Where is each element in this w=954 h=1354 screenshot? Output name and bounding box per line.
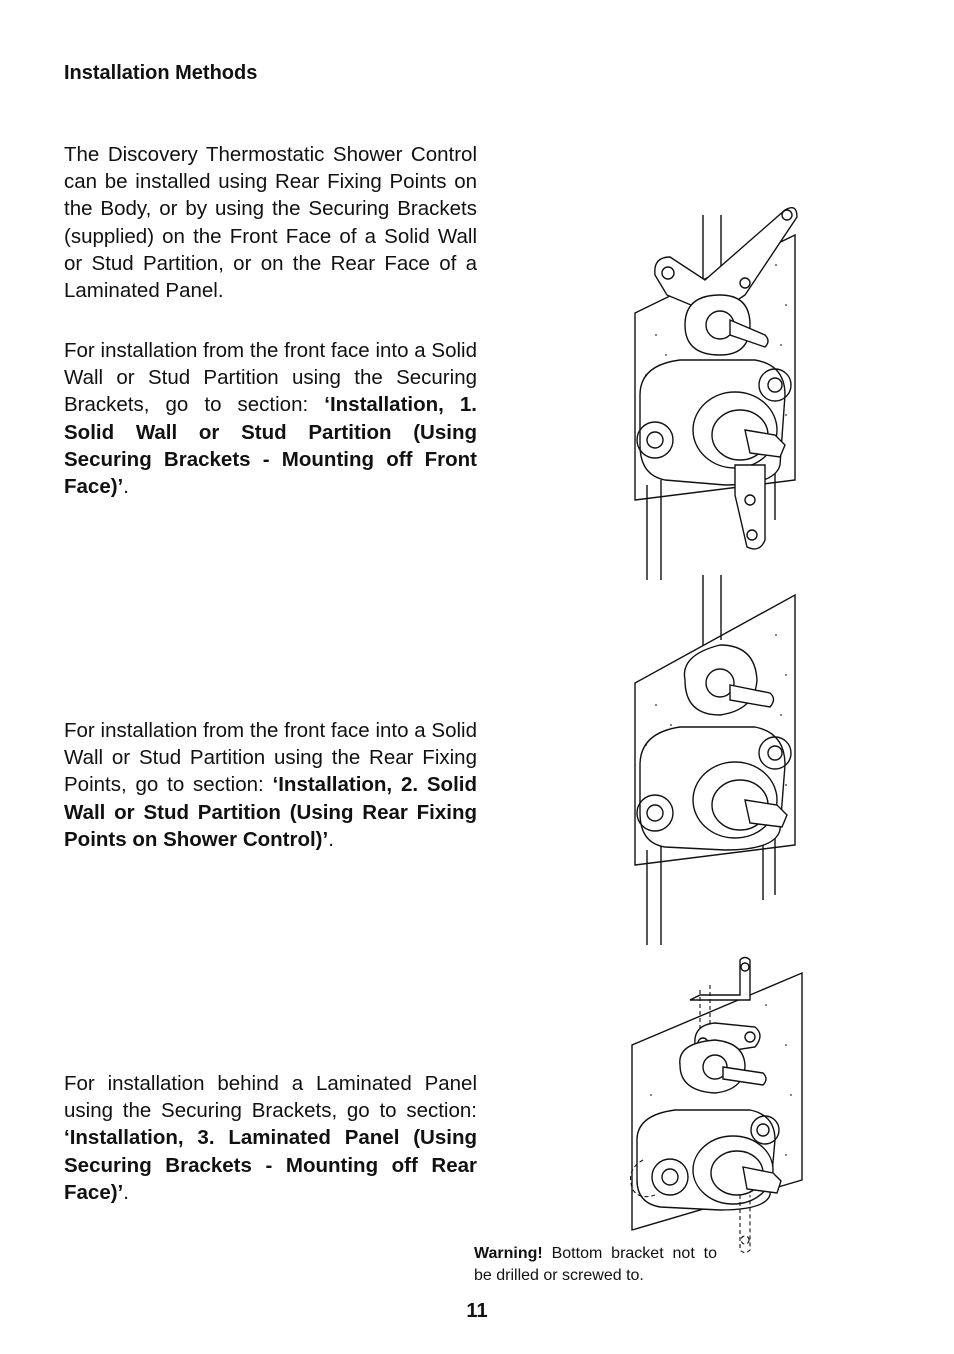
method-1-text: For installation from the front face into a Solid Wall or Stud Partition using the Securing Brackets, go to section:	[64, 339, 477, 417]
method-1-end: .	[123, 475, 129, 499]
shower-valve-laminated-panel-illustration	[615, 955, 815, 1255]
method-3-text: For installation behind a Laminated Panel using the Securing Brackets, go to section:	[64, 1072, 477, 1123]
intro-paragraph	[64, 141, 477, 304]
method-2-text: For installation from the front face into a Solid Wall or Stud Partition using the Rear Fixing Points, go to section:	[64, 719, 477, 797]
warning-text: Bottom bracket not to be drilled or screwed to.	[474, 1245, 717, 1284]
page-heading: Installation Methods	[64, 62, 258, 84]
shower-valve-rear-fixing-illustration	[625, 575, 810, 945]
method-2-paragraph	[64, 717, 477, 853]
warning-label: Warning!	[474, 1245, 543, 1262]
page-number: 11	[466, 1300, 488, 1322]
warning-note	[474, 1243, 717, 1287]
method-2-section-ref: ‘Installation, 2. Solid Wall or Stud Partition (Using Rear Fixing Points on Shower Control)’	[64, 773, 477, 851]
method-3-section-ref: ‘Installation, 3. Laminated Panel (Using Securing Brackets - Mounting off Rear Face)’	[64, 1126, 477, 1204]
shower-valve-brackets-front-illustration	[625, 195, 810, 580]
method-3-end: .	[123, 1180, 129, 1204]
method-3-paragraph	[64, 1070, 477, 1206]
method-2-end: .	[328, 827, 334, 851]
method-1-section-ref: ‘Installation, 1. Solid Wall or Stud Partition (Using Securing Brackets - Mounting off Front Face)’	[64, 393, 478, 499]
intro-text: The Discovery Thermostatic Shower Control can be installed using Rear Fixing Points on the Body, or by using the Securing Brackets (supplied) on the Front Face of a Solid Wall or Stud Partition, or on the Rear Face of a Laminated Panel.	[64, 143, 477, 303]
method-1-paragraph	[64, 337, 477, 500]
